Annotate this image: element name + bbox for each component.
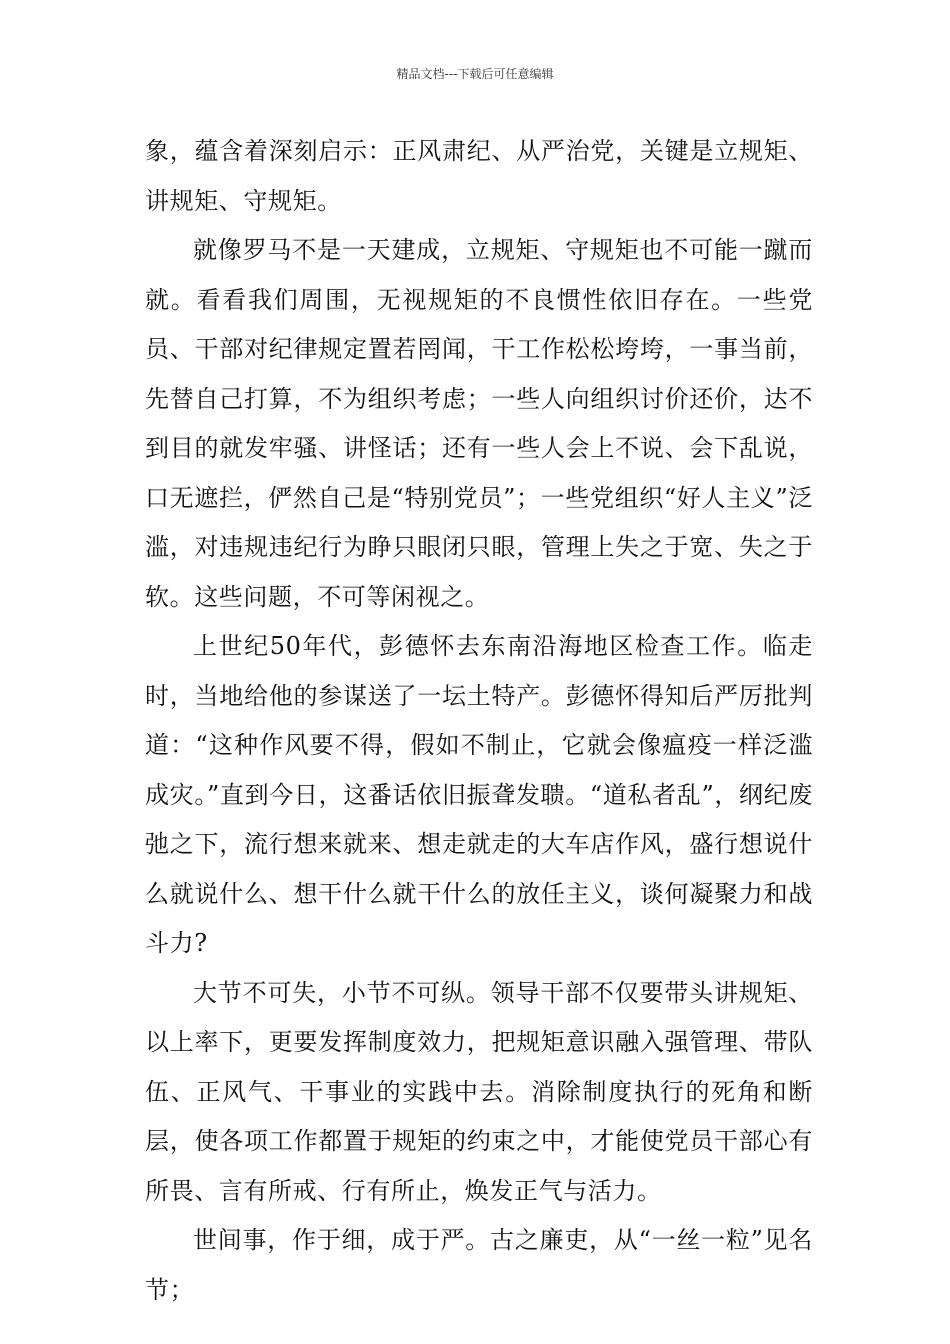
paragraph: 世间事，作于细，成于严。古之廉吏，从“一丝一粒”见名节； [145, 1226, 813, 1304]
document-body [145, 127, 813, 1315]
paragraph: 大节不可失，小节不可纵。领导干部不仅要带头讲规矩、以上率下，更要发挥制度效力，把规矩意识融入强管理、带队伍、正风气、干事业的实践中去。消除制度执行的死角和断层，使各项工作都置于规矩的约束之中，才能使党员干部心有所畏、言有所戒、行有所止，焕发正气与活力。 [145, 978, 813, 1205]
paragraph: 上世纪50年代，彭德怀去东南沿海地区检查工作。临走时，当地给他的参谋送了一坛土特产。彭德怀得知后严厉批判道：“这种作风要不得，假如不制止，它就会像瘟疫一样泛滥成灾。”直到今日，这番话依旧振聋发聩。“道私者乱”，纲纪废弛之下，流行想来就来、想走就走的大车店作风，盛行想说什么就说什么、想干什么就干什么的放任主义，谈何凝聚力和战斗力? [145, 632, 813, 957]
page-header: 精品文档---下载后可任意编辑 [396, 67, 554, 81]
paragraph-continuation: 象，蕴含着深刻启示：正风肃纪、从严治党，关键是立规矩、讲规矩、守规矩。 [145, 137, 813, 215]
paragraph: 就像罗马不是一天建成，立规矩、守规矩也不可能一蹴而就。看看我们周围，无视规矩的不良惯性依旧存在。一些党员、干部对纪律规定置若罔闻，干工作松松垮垮，一事当前，先替自己打算，不为组织考虑；一些人向组织讨价还价，达不到目的就发牢骚、讲怪话；还有一些人会上不说、会下乱说，口无遮拦，俨然自己是“特别党员”；一些党组织“好人主义”泛滥，对违规违纪行为睁只眼闭只眼，管理上失之于宽、失之于软。这些问题，不可等闲视之。 [145, 236, 813, 611]
